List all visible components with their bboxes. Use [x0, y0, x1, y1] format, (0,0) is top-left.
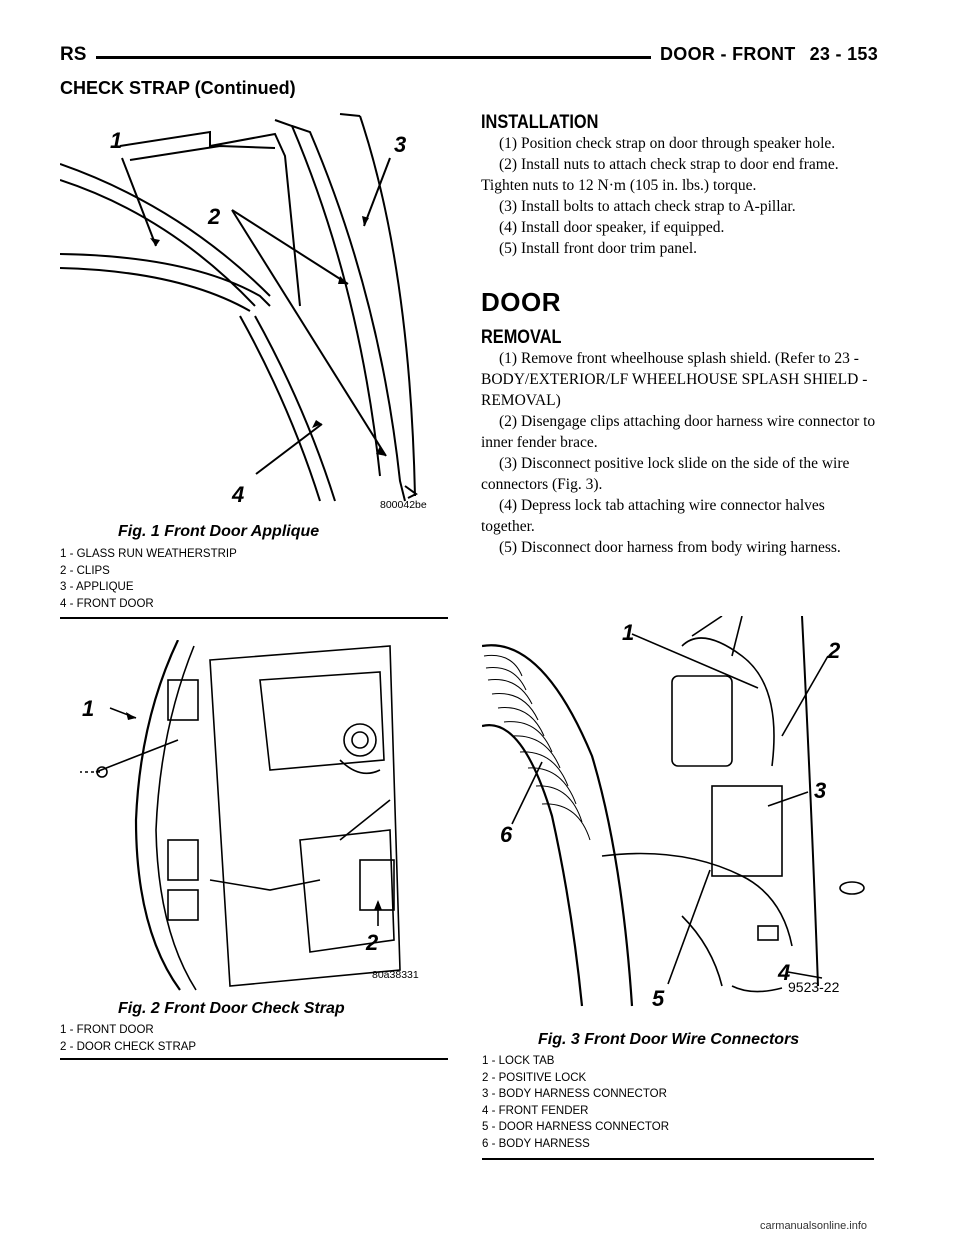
figure-1-illustration [60, 106, 460, 516]
figure-3-legend-item: 3 - BODY HARNESS CONNECTOR [482, 1088, 667, 1100]
header-rule [96, 56, 651, 59]
figure-1-callout-3: 3 [394, 132, 407, 157]
figure-2-illustration [60, 640, 460, 992]
figure-2-callout-2: 2 [366, 930, 379, 955]
removal-step: (5) Disconnect door harness from body wiring harness. [499, 539, 841, 556]
figure-1-callout-4: 4 [232, 482, 245, 507]
figure-2 [60, 640, 460, 992]
figure-3-legend-item: 6 - BODY HARNESS [482, 1137, 590, 1150]
door-heading: DOOR [481, 287, 561, 317]
watermark-text: carmanualsonline.info [760, 1220, 868, 1232]
figure-1-caption: Fig. 1 Front Door Applique [118, 523, 320, 540]
header-page-number: 23 - 153 [809, 44, 879, 64]
installation-heading: INSTALLATION [481, 112, 599, 133]
figure-1-legend-item: 3 - APPLIQUE [60, 581, 134, 593]
figure-3-callout-5: 5 [652, 986, 665, 1011]
header-manual-code: RS [60, 44, 87, 65]
figure-2-code: 80a38331 [372, 969, 419, 981]
removal-step: (1) Remove front wheelhouse splash shield. (Refer to 23 - BODY/EXTERIOR/LF WHEELHOUSE SPLASH SHIELD - REMOVAL) [481, 350, 868, 409]
figure-1-legend-item: 4 - FRONT DOOR [60, 597, 154, 610]
installation-step: (3) Install bolts to attach check strap to A-pillar. [499, 198, 796, 215]
installation-section [481, 112, 879, 259]
header-section [660, 44, 878, 65]
figure-3-callout-6: 6 [500, 822, 513, 847]
figure-3-legend-item: 1 - LOCK TAB [482, 1055, 555, 1067]
continued-title: CHECK STRAP (Continued) [60, 78, 296, 98]
figure-3-illustration [482, 616, 882, 1026]
figure-2-caption: Fig. 2 Front Door Check Strap [118, 1000, 345, 1017]
figure-3-legend-item: 2 - POSITIVE LOCK [482, 1071, 587, 1084]
removal-step: (2) Disengage clips attaching door harness wire connector to inner fender brace. [481, 413, 876, 451]
figure-3-callout-3: 3 [814, 778, 827, 803]
figure-1-code: 800042be [380, 499, 427, 511]
removal-step: (3) Disconnect positive lock slide on the side of the wire connectors (Fig. 3). [481, 455, 850, 493]
figure-3-legend-item: 4 - FRONT FENDER [482, 1104, 589, 1117]
figure-3-callout-4: 4 [778, 960, 791, 985]
removal-heading: REMOVAL [481, 327, 562, 348]
header-section-title: DOOR - FRONT [660, 44, 796, 64]
figure-3-callout-2: 2 [828, 638, 841, 663]
figure-1-legend [60, 546, 237, 612]
figure-1-rule [60, 617, 448, 619]
figure-1-callout-2: 2 [208, 204, 221, 229]
figure-3-legend [482, 1053, 669, 1152]
figure-3-rule [482, 1158, 874, 1160]
installation-step: (5) Install front door trim panel. [499, 240, 698, 257]
figure-3 [482, 616, 882, 1026]
installation-step: (2) Install nuts to attach check strap to door end frame. Tighten nuts to 12 N·m (105 in. lbs.) torque. [481, 156, 839, 194]
removal-step: (4) Depress lock tab attaching wire connector halves together. [481, 497, 825, 535]
figure-1-legend-item: 2 - CLIPS [60, 564, 110, 577]
figure-3-legend-item: 5 - DOOR HARNESS CONNECTOR [482, 1121, 670, 1133]
installation-step: (4) Install door speaker, if equipped. [499, 219, 725, 236]
figure-1-legend-item: 1 - GLASS RUN WEATHERSTRIP [60, 548, 237, 560]
figure-2-legend-item: 1 - FRONT DOOR [60, 1024, 154, 1036]
figure-2-legend-item: 2 - DOOR CHECK STRAP [60, 1040, 197, 1053]
figure-1-callout-1: 1 [110, 128, 123, 153]
figure-2-rule [60, 1058, 448, 1060]
figure-3-code: 9523-22 [788, 979, 840, 995]
figure-2-legend [60, 1022, 196, 1055]
figure-2-callout-1: 1 [82, 696, 95, 721]
figure-3-caption: Fig. 3 Front Door Wire Connectors [538, 1031, 800, 1048]
installation-step: (1) Position check strap on door through speaker hole. [499, 135, 836, 152]
door-section [481, 287, 879, 558]
figure-1 [60, 106, 460, 516]
figure-3-callout-1: 1 [622, 620, 635, 645]
